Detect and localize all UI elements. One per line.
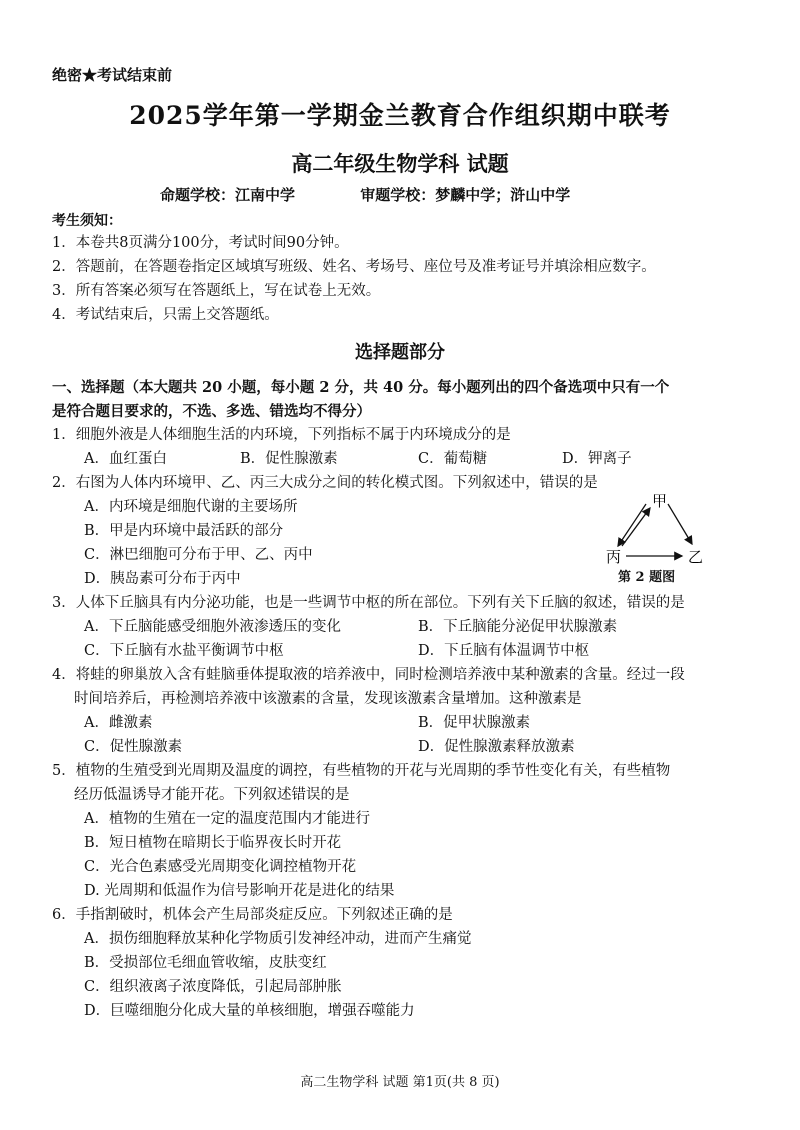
part-intro-line2: 是符合题目要求的，不选、多选、错选均不得分）: [52, 403, 371, 420]
option: C．淋巴细胞可分布于甲、乙、丙中: [84, 547, 313, 563]
reviewer-school: 审题学校：梦麟中学；浒山中学: [360, 186, 571, 204]
option: A．内环境是细胞代谢的主要场所: [84, 499, 298, 515]
notice-item: 3．所有答案必须写在答题纸上，写在试卷上无效。: [52, 283, 381, 299]
notice-item: 4．考试结束后，只需上交答题纸。: [52, 307, 279, 323]
exam-title: 2025学年第一学期金兰教育合作组织期中联考: [129, 101, 671, 130]
option: B．受损部位毛细血管收缩，皮肤变红: [84, 955, 327, 971]
question-stem: 2．右图为人体内环境甲、乙、丙三大成分之间的转化模式图。下列叙述中，错误的是: [52, 475, 598, 491]
question-stem: 6．手指割破时，机体会产生局部炎症反应。下列叙述正确的是: [52, 907, 453, 923]
option: D．下丘脑有体温调节中枢: [418, 643, 590, 659]
proposer-school: 命题学校：江南中学: [160, 186, 296, 204]
option: D．巨噬细胞分化成大量的单核细胞，增强吞噬能力: [84, 1003, 415, 1019]
option: A．下丘脑能感受细胞外液渗透压的变化: [84, 619, 341, 635]
arrow-jia-to-bing: [618, 504, 646, 546]
option: D．钾离子: [562, 451, 632, 467]
node-bing: 丙: [606, 548, 622, 566]
option: B．促甲状腺激素: [418, 715, 531, 731]
option: A．植物的生殖在一定的温度范围内才能进行: [84, 811, 370, 827]
node-jia: 甲: [652, 492, 668, 510]
option: C．葡萄糖: [418, 451, 488, 467]
part-intro-line1: 一、选择题（本大题共 20 小题，每小题 2 分，共 40 分。每小题列出的四个备选项中只有一个: [52, 379, 670, 396]
option: D．胰岛素可分布于丙中: [84, 571, 241, 587]
option: B．短日植物在暗期长于临界夜长时开花: [84, 835, 342, 851]
option: C．促性腺激素: [84, 739, 183, 755]
option: B．促性腺激素: [240, 451, 338, 467]
option: C．组织液离子浓度降低，引起局部肿胀: [84, 979, 342, 995]
option: D. 光周期和低温作为信号影响开花是进化的结果: [84, 883, 395, 899]
arrow-jia-to-yi: [668, 504, 692, 544]
question-stem: 1．细胞外液是人体细胞生活的内环境，下列指标不属于内环境成分的是: [52, 427, 511, 443]
question-stem: 3．人体下丘脑具有内分泌功能，也是一些调节中枢的所在部位。下列有关下丘脑的叙述，错误的是: [52, 595, 685, 611]
question-stem-cont: 经历低温诱导才能开花。下列叙述错误的是: [74, 787, 350, 803]
option: D．促性腺激素释放激素: [418, 739, 575, 755]
option: C．光合色素感受光周期变化调控植物开花: [84, 859, 357, 875]
option: A．血红蛋白: [84, 451, 167, 467]
option: B．下丘脑能分泌促甲状腺激素: [418, 619, 618, 635]
notice-item: 2．答题前，在答题卷指定区域填写班级、姓名、考场号、座位号及准考证号并填涂相应数字。: [52, 259, 656, 275]
confidential-label: 绝密★考试结束前: [52, 66, 173, 84]
notice-item: 1．本卷共8页满分100分，考试时间90分钟。: [52, 235, 349, 251]
option: C．下丘脑有水盐平衡调节中枢: [84, 643, 284, 659]
section-title: 选择题部分: [355, 342, 445, 363]
option: A．雌激素: [84, 715, 153, 731]
question-stem: 4．将蛙的卵巢放入含有蛙脑垂体提取液的培养液中，同时检测培养液中某种激素的含量。经过一段: [52, 667, 685, 683]
exam-subtitle: 高二年级生物学科 试题: [291, 151, 509, 176]
school-info: [160, 184, 630, 205]
option: B．甲是内环境中最活跃的部分: [84, 523, 284, 539]
question-stem-cont: 时间培养后，再检测培养液中该激素的含量，发现该激素含量增加。这种激素是: [74, 691, 582, 707]
node-yi: 乙: [688, 548, 704, 566]
figure-caption: 第 2 题图: [618, 570, 676, 585]
page-footer: 高二生物学科 试题 第1页(共 8 页): [300, 1075, 500, 1090]
question-stem: 5．植物的生殖受到光周期及温度的调控，有些植物的开花与光周期的季节性变化有关，有些植物: [52, 763, 671, 779]
arrow-bing-to-jia: [622, 508, 650, 546]
option: A．损伤细胞释放某种化学物质引发神经冲动，进而产生痛觉: [84, 931, 472, 947]
notice-heading: 考生须知：: [52, 213, 122, 229]
environment-cycle-diagram: [600, 488, 710, 568]
